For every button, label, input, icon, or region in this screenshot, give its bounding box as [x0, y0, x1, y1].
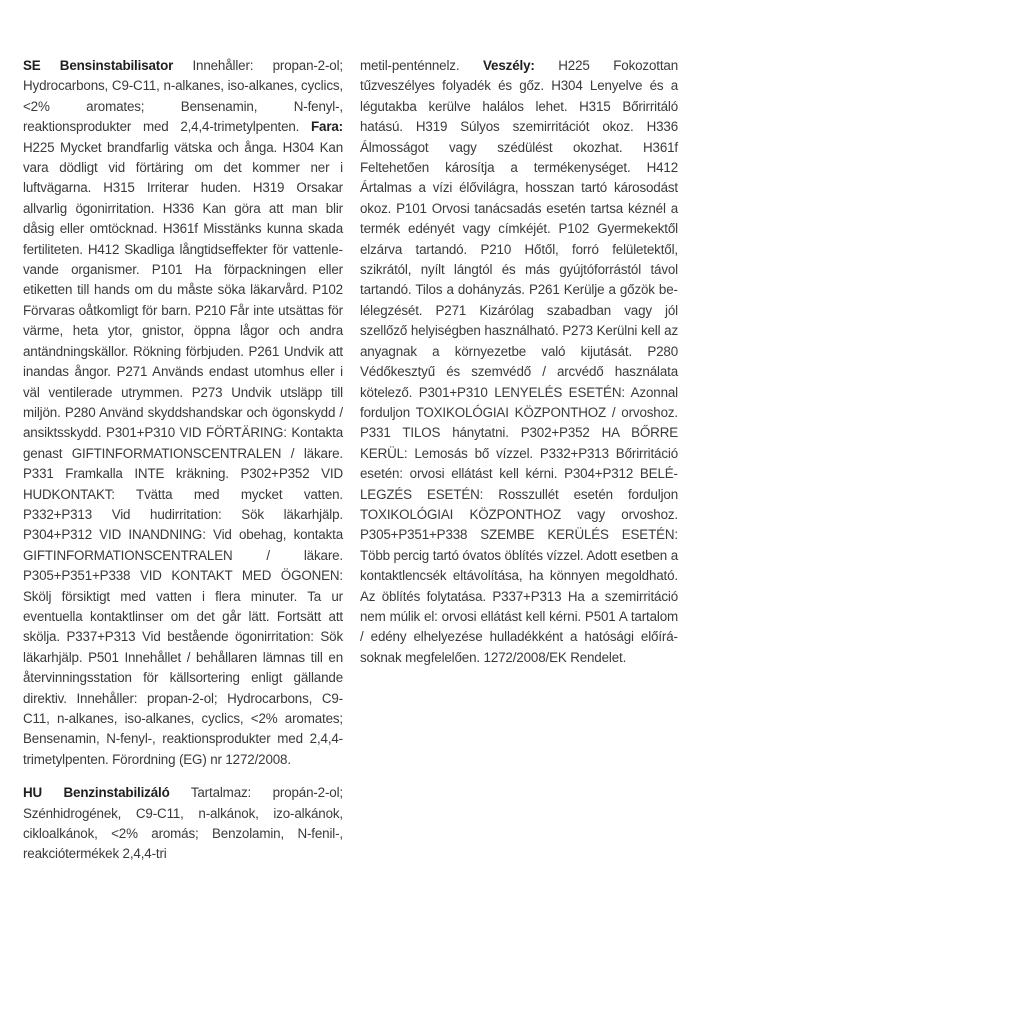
left-column — [23, 56, 343, 865]
se-intro: Innehåller: propan-2-ol; Hydrocarbons, C9-C11, n-alkanes, iso-alkanes, cyclics, <2% aromates; Bensenamin, N-fenyl-, reaktionsprodukter med 2,4,4-trimetylpenten. — [23, 58, 343, 135]
section-hu — [23, 783, 343, 865]
se-body: H225 Mycket brandfarlig vätska och ånga. H304 Kan vara dödligt vid förtäring om det kommer ner i luftvägarna. H315 Irriterar huden. H319 Orsakar allvarlig ögonirritation. H336 Kan göra att man blir dåsig eller omtöcknad. H361f Misstänks kunna skada fertiliteten. H412 Skadliga långtidseffekter för vattenlevande organismer. P101 Ha förpackningen eller etiketten till hands om du måste söka läkarvård. P102 Förvaras oåtkomligt för barn. P210 Får inte utsättas för värme, heta ytor, gnistor, öppna lågor och andra antändningskällor. Rökning förbjuden. P261 Undvik att inandas ångor. P271 Används endast utomhus eller i väl ventilerade utrymmen. P273 Undvik utsläpp till miljön. P280 Använd skyddshandskar och ögonskydd / ansiktsskydd. P301+P310 VID FÖRTÄRING: Kontakta genast GIFTINFORMATIONSCENTRALEN / läkare. P331 Framkalla INTE kräkning. P302+P352 VID HUDKONTAKT: Tvätta med mycket vatten. P332+P313 Vid hudirritation: Sök läkarhjälp. P304+P312 VID INANDNING: Vid obehag, kontakta GIFTINFORMATIONSCENTRALEN / läkare. P305+P351+P338 VID KONTAKT MED ÖGONEN: Skölj försiktigt med vatten i flera minuter. Ta ur eventuella kontaktlinser om det går lätt. Fortsätt att skölja. P337+P313 Vid bestående ögonirritation: Sök läkarhjälp. P501 Innehållet / behållaren lämnas till en återvinningsstation för källsortering enligt gällande direktiv. Innehåller: propan-2-ol; Hydrocarbons, C9-C11, n-alkanes, iso-alkanes, cyclics, <2% aromates; Bensenamin, N-fenyl-, reaktionsprodukter med 2,4,4-trimetylpenten. Förordning (EG) nr 1272/2008. — [23, 139, 343, 767]
hu-body: H225 Fokozottan tűzveszélyes folyadék és gőz. H304 Lenyelve és a légutakba kerülve halálos lehet. H315 Bőrirritáló hatású. H319 Súlyos szemirritációt okoz. H336 Álmosságot vagy szédülést okozhat. H361f Feltehetően károsítja a termékenységet. H412 Ártalmas a vízi élővilágra, hosszan tartó károsodást okoz. P101 Orvosi tanácsadás esetén tartsa kéznél a termék edényét vagy címkéjét. P102 Gyermekektől elzárva tartandó. P210 Hőtől, forró felületektől, szikrától, nyílt lángtól és más gyújtóforrástól távol tartandó. Tilos a dohányzás. P261 Kerülje a gőzök belélegzését. P271 Kizárólag szabadban vagy jól szellőző helyiségben használható. P273 Kerülni kell az anyagnak a környezetbe való kijutását. P280 Védőkesztyű és szemvédő / arcvédő használata kötelező. P301+P310 LENYELÉS ESETÉN: Azonnal forduljon TOXIKOLÓGIAI KÖZPONTHOZ / orvoshoz. P331 TILOS hánytatni. P302+P352 HA BŐRRE KERÜL: Lemosás bő vízzel. P332+P313 Bőrirritáció esetén: orvosi ellátást kell kérni. P304+P312 BELÉLEGZÉS ESETÉN: Rosszullét esetén forduljon TOXIKOLÓGIAI KÖZPONTHOZ vagy orvoshoz. P305+P351+P338 SZEMBE KERÜLÉS ESETÉN: Több percig tartó óvatos öblítés vízzel. Adott esetben a kontaktlencsék eltávolítása, ha könnyen megoldható. Az öblítés folytatása. P337+P313 Ha a szemirritáció nem múlik el: orvosi ellátást kell kérni. P501 A tartalom / edény elhelyezése hulladékként a hatósági előírásoknak megfelelően. 1272/2008/EK Rendelet. — [360, 58, 678, 665]
hu-paragraph-continued — [360, 56, 678, 668]
right-column — [360, 56, 678, 668]
hu-intro-right: metil-penténnelz. — [360, 58, 484, 73]
se-heading: SE Bensinstabilisator — [23, 58, 174, 73]
se-paragraph — [23, 56, 343, 770]
hu-heading: HU Benzinstabilizáló — [23, 785, 170, 801]
hu-intro-left: Tartalmaz: propán-2-ol; Szénhidrogének, C9-C11, n-alkánok, izo-alkánok, cikloalkánok, <2% aromás; Benzolamin, N-fenil-, reakciótermékek 2,4,4-tri — [23, 785, 343, 862]
hu-paragraph-start — [23, 783, 343, 865]
section-se — [23, 56, 343, 770]
hu-danger-label: Veszély: — [483, 58, 535, 73]
se-danger-label: Fara: — [311, 119, 343, 135]
